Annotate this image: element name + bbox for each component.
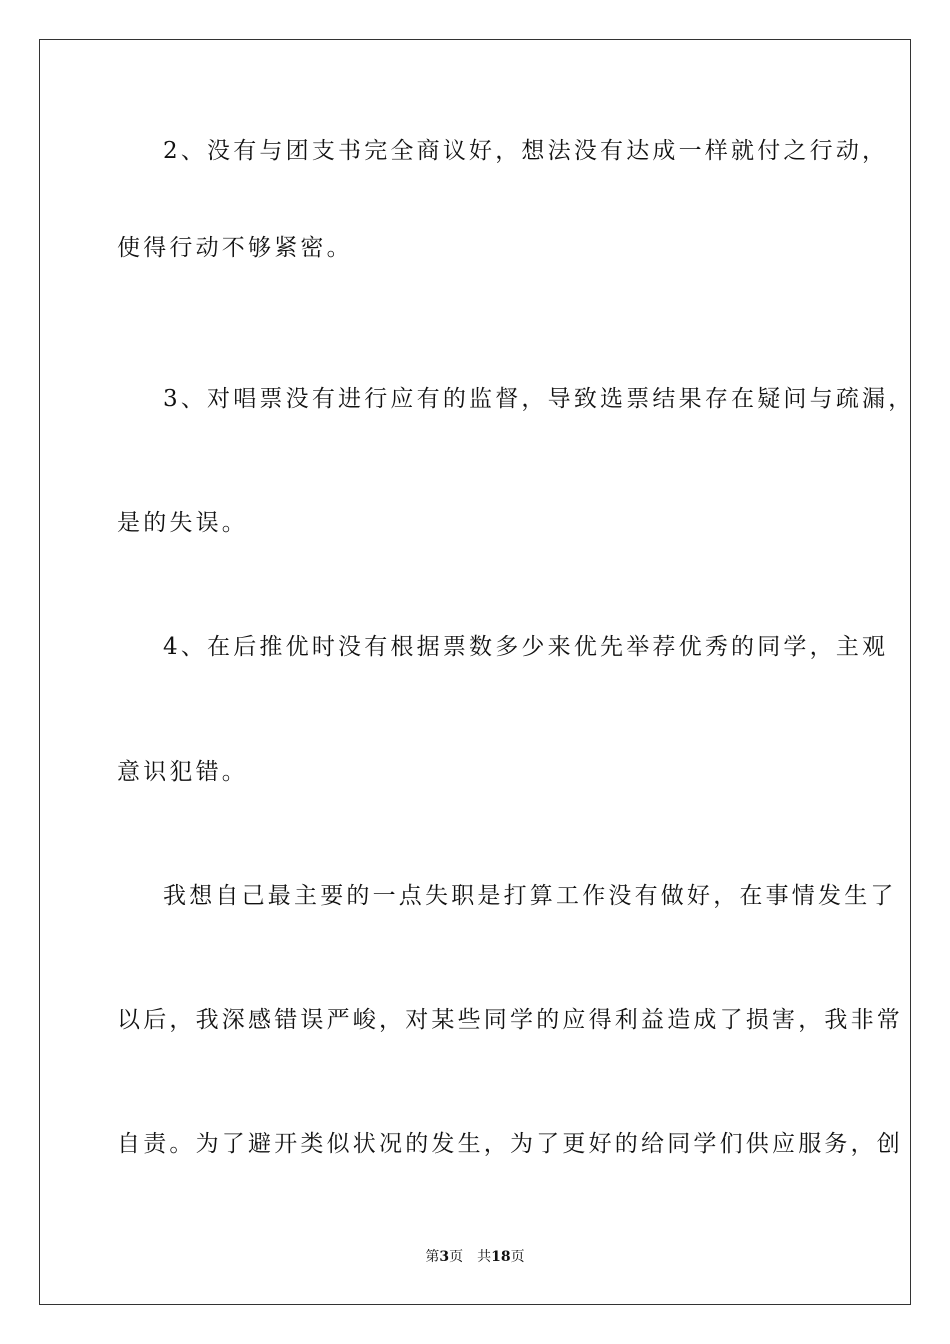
paragraph-line: 2、没有与团支书完全商议好，想法没有达成一样就付之行动， bbox=[163, 138, 889, 164]
paragraph-line: 自责。为了避开类似状况的发生，为了更好的给同学们供应服务，创 bbox=[117, 1131, 903, 1157]
total-label-prefix: 共 bbox=[477, 1249, 492, 1265]
paragraph-line: 我想自己最主要的一点失职是打算工作没有做好，在事情发生了 bbox=[163, 883, 897, 909]
current-page-number: 3 bbox=[439, 1249, 450, 1265]
total-page-number: 18 bbox=[491, 1249, 511, 1265]
paragraph-line: 使得行动不够紧密。 bbox=[117, 235, 353, 261]
page-label-prefix: 第 bbox=[425, 1249, 440, 1265]
paragraph-line: 4、在后推优时没有根据票数多少来优先举荐优秀的同学，主观 bbox=[163, 634, 889, 660]
page-label-suffix: 页 bbox=[449, 1249, 464, 1265]
paragraph-line: 是的失误。 bbox=[117, 510, 248, 536]
paragraph-line: 以后，我深感错误严峻，对某些同学的应得利益造成了损害，我非常 bbox=[117, 1007, 903, 1033]
page-border bbox=[39, 39, 915, 1305]
page-footer bbox=[0, 1248, 950, 1266]
paragraph-line: 意识犯错。 bbox=[117, 759, 248, 785]
total-label-suffix: 页 bbox=[510, 1249, 525, 1265]
paragraph-line: 3、对唱票没有进行应有的监督，导致选票结果存在疑问与疏漏， bbox=[163, 386, 915, 412]
